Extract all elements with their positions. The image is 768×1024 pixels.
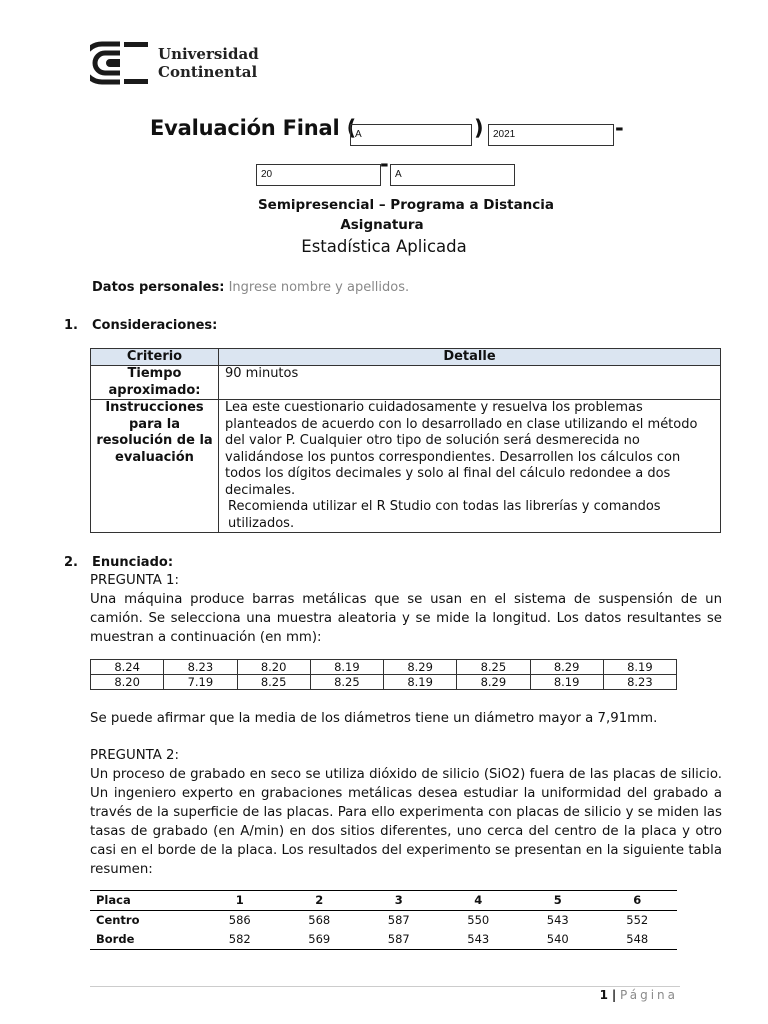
data-cell: 8.25 <box>457 660 530 675</box>
question1-data-table <box>90 659 677 690</box>
second-dash: - <box>380 152 389 176</box>
header-cell: 4 <box>439 891 519 911</box>
header-cell: 5 <box>518 891 598 911</box>
question2-text: Un proceso de grabado en seco se utiliza dióxido de silicio (SiO2) fuera de las placas de silicio. Un ingeniero experto en grabaciones metálicas desea estudiar la uniformidad del grabado a través de la superficie de las placas. Para ello experimenta con placas de silicio y se miden las tasas de grabado (en A/min) en dos sitios diferentes, uno cerca del centro de la placa y otro casi en el borde de la placa. Los resultados del experimento se presentan en la siguiente tabla resumen: <box>90 767 722 877</box>
table-row <box>91 660 677 675</box>
header-cell: 2 <box>280 891 360 911</box>
section-field[interactable]: A <box>390 164 515 186</box>
modality-field[interactable]: A <box>350 124 472 146</box>
close-paren: ) <box>474 116 484 140</box>
header-cell: 6 <box>598 891 678 911</box>
table-row <box>90 891 677 911</box>
question1-block <box>90 571 722 647</box>
question1-title: PREGUNTA 1: <box>90 573 179 588</box>
year-field[interactable]: 2021 <box>488 124 614 146</box>
data-cell: 543 <box>546 913 569 927</box>
data-cell: 8.29 <box>530 660 603 675</box>
header-cell: 3 <box>359 891 439 911</box>
footer-divider <box>90 986 680 987</box>
data-cell: 8.25 <box>237 675 310 690</box>
university-logo-icon <box>90 40 152 86</box>
data-cell: 8.23 <box>164 660 237 675</box>
question2-results-table <box>90 890 677 950</box>
col-criterio: Criterio <box>91 349 219 366</box>
data-cell: 550 <box>467 913 490 927</box>
section1-number: 1. <box>64 318 78 333</box>
exam-title: Evaluación Final ( <box>150 116 357 140</box>
question1-claim: Se puede afirmar que la media de los diámetros tiene un diámetro mayor a 7,91mm. <box>90 711 658 726</box>
question1-claim-block <box>90 709 722 728</box>
considerations-table <box>90 348 721 533</box>
header-cell: 1 <box>200 891 280 911</box>
data-cell: 569 <box>280 930 360 950</box>
row-label: Borde <box>90 930 200 950</box>
question2-title: PREGUNTA 2: <box>90 748 179 763</box>
data-cell: 8.19 <box>384 675 457 690</box>
data-cell: 543 <box>439 930 519 950</box>
data-cell: 8.25 <box>310 675 383 690</box>
page-separator: | <box>611 988 617 1002</box>
data-cell: 8.29 <box>384 660 457 675</box>
number-field[interactable]: 20 <box>256 164 381 186</box>
table-row <box>90 930 677 950</box>
section2-number: 2. <box>64 555 78 570</box>
data-cell: 8.20 <box>237 660 310 675</box>
data-cell: 8.24 <box>91 660 164 675</box>
col-detalle: Detalle <box>219 349 721 366</box>
title-dash: - <box>615 116 624 140</box>
page-number: 1 <box>599 988 608 1002</box>
data-cell: 8.23 <box>603 675 676 690</box>
data-cell: 587 <box>387 913 410 927</box>
personal-data-label: Datos personales: <box>92 280 225 295</box>
name-input-placeholder[interactable]: Ingrese nombre y apellidos. <box>228 280 410 295</box>
row2-detalle <box>219 400 721 533</box>
institution-line2: Continental <box>158 63 258 81</box>
data-cell: 8.20 <box>91 675 164 690</box>
personal-data <box>92 280 409 295</box>
institution-line1: Universidad <box>158 45 259 63</box>
row1-detalle: 90 minutos <box>219 366 721 400</box>
data-cell: 586 <box>228 913 251 927</box>
data-cell: 587 <box>359 930 439 950</box>
table-row <box>91 675 677 690</box>
data-cell: 8.19 <box>530 675 603 690</box>
title-row <box>150 116 630 146</box>
section1-title: Consideraciones: <box>92 318 218 333</box>
section2-title: Enunciado: <box>92 555 174 570</box>
row2-criterio: Instrucciones para la resolución de la evaluación <box>91 400 219 533</box>
data-cell: 8.29 <box>457 675 530 690</box>
page-word: Página <box>620 988 678 1002</box>
row1-criterio: Tiempo aproximado: <box>91 366 219 400</box>
data-cell: 8.19 <box>603 660 676 675</box>
row2-detalle-text2: Recomienda utilizar el R Studio con todas las librerías y comandos utilizados. <box>228 499 661 531</box>
course-name: Estadística Aplicada <box>301 237 467 256</box>
page-footer <box>600 988 678 1002</box>
data-cell: 582 <box>200 930 280 950</box>
data-cell: 568 <box>308 913 331 927</box>
row-label: Centro <box>96 913 140 927</box>
data-cell: 8.19 <box>310 660 383 675</box>
subject-label: Asignatura <box>340 217 424 233</box>
row2-detalle-text: Lea este cuestionario cuidadosamente y resuelva los problemas planteados de acuerdo con lo desarrollado en clase utilizando el método del valor P. Cualquier otro tipo de solución será desmerecida no validándose los puntos correspondientes. Desarrollen los cálculos con todos los dígitos decimales y solo al final del cálculo redondee a dos decimales. <box>225 400 698 498</box>
table-row <box>90 911 677 931</box>
data-cell: 548 <box>598 930 678 950</box>
question2-block <box>90 746 722 879</box>
data-cell: 552 <box>626 913 649 927</box>
question1-text: Una máquina produce barras metálicas que se usan en el sistema de suspensión de un camión. Se selecciona una muestra aleatoria y se mide la longitud. Los datos resultantes se muestran a continuación (en mm): <box>90 592 722 645</box>
header-cell: Placa <box>90 891 200 911</box>
university-logo <box>90 40 259 86</box>
program-subtitle: Semipresencial – Programa a Distancia <box>257 197 555 213</box>
data-cell: 7.19 <box>164 675 237 690</box>
data-cell: 540 <box>518 930 598 950</box>
